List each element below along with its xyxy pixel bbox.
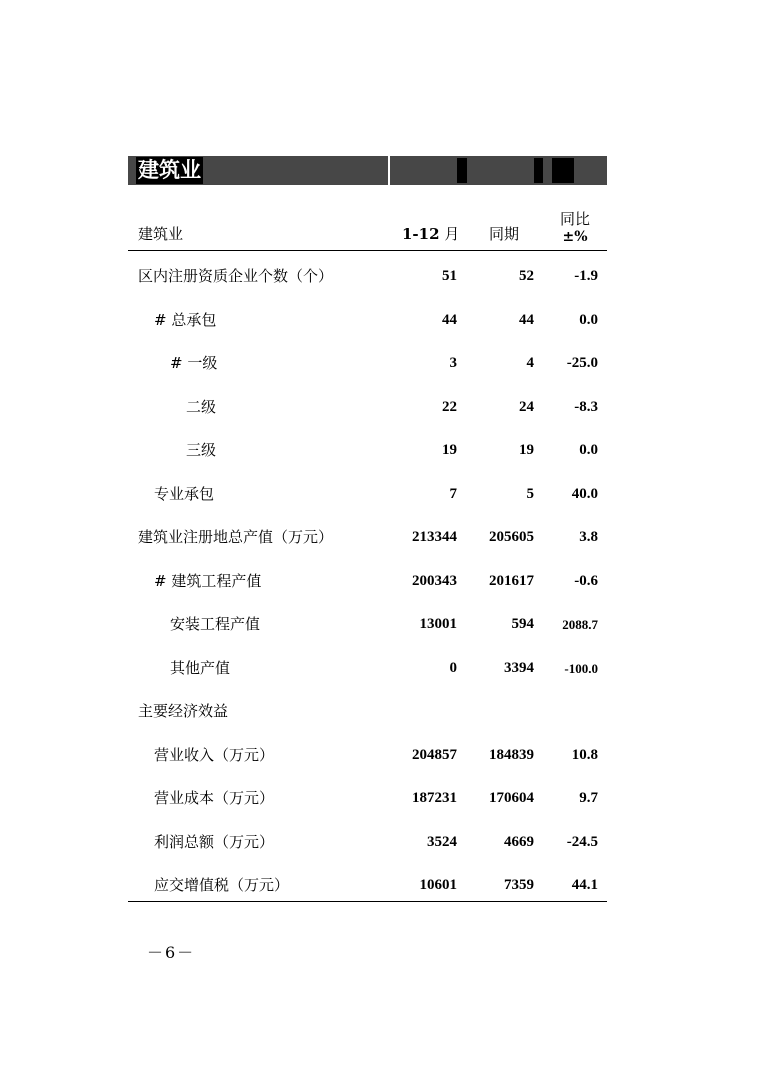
row-label: 利润总额（万元） [154, 832, 275, 851]
row-yoy-value: 3.8 [579, 529, 598, 545]
row-current-value: 7 [449, 485, 457, 502]
row-current-value: 51 [442, 268, 457, 284]
row-label: # 建筑工程产值 [154, 571, 262, 590]
table-row [128, 299, 607, 343]
row-previous-value: 44 [519, 311, 534, 328]
row-yoy-value: 0.0 [579, 311, 598, 328]
row-label: 营业收入（万元） [154, 745, 275, 764]
row-previous-value: 19 [519, 442, 534, 458]
row-previous-value: 205605 [489, 529, 534, 545]
row-yoy-value: -25.0 [566, 355, 598, 371]
page-number: －6－ [147, 943, 196, 962]
row-label: 主要经济效益 [138, 702, 229, 720]
header-yoy-unit: ±% [562, 229, 588, 245]
banner-divider [388, 156, 390, 185]
table-header [128, 205, 607, 251]
row-previous-value: 3394 [504, 659, 534, 676]
row-yoy-value: -24.5 [566, 833, 598, 850]
header-yoy-title: 同比 [560, 210, 591, 228]
table-row [128, 386, 607, 430]
row-current-value: 13001 [419, 616, 457, 632]
row-current-value: 213344 [412, 529, 457, 545]
row-label: 营业成本（万元） [154, 789, 275, 807]
table-row [128, 560, 607, 604]
table-row [128, 473, 607, 517]
row-current-value: 10601 [419, 877, 457, 893]
row-label: # 总承包 [154, 310, 217, 329]
table-row [128, 603, 607, 647]
table-bottom-rule [128, 901, 607, 902]
row-label: 安装工程产值 [170, 615, 261, 633]
row-yoy-value: -100.0 [564, 660, 598, 676]
row-current-value: 22 [442, 398, 457, 415]
row-yoy-value: 0.0 [579, 442, 598, 458]
table-row [128, 777, 607, 821]
row-yoy-value: 10.8 [571, 746, 598, 763]
row-current-value: 44 [442, 311, 457, 328]
row-label: # 一级 [170, 354, 218, 372]
table-row [128, 690, 607, 734]
row-previous-value: 52 [519, 268, 534, 284]
banner-decoration [552, 158, 574, 183]
row-yoy-value: 2088.7 [562, 617, 598, 632]
banner-decoration [457, 158, 467, 183]
row-previous-value: 201617 [489, 572, 534, 589]
banner-decoration [534, 158, 543, 183]
header-label: 建筑业 [138, 225, 184, 243]
row-current-value: 204857 [412, 746, 457, 763]
table-row [128, 516, 607, 560]
row-yoy-value: -1.9 [574, 268, 598, 284]
row-label: 其他产值 [170, 658, 231, 677]
row-yoy-value: -8.3 [574, 398, 598, 415]
table-row [128, 821, 607, 865]
row-current-value: 19 [442, 442, 457, 458]
row-label: 区内注册资质企业个数（个） [138, 267, 334, 285]
row-label: 建筑业注册地总产值（万元） [138, 528, 334, 546]
row-label: 三级 [186, 441, 217, 459]
row-previous-value: 184839 [489, 746, 534, 763]
table-row [128, 255, 607, 299]
row-yoy-value: 40.0 [571, 485, 598, 502]
row-current-value: 3 [449, 355, 457, 371]
table-row [128, 734, 607, 778]
row-current-value: 187231 [412, 790, 457, 806]
row-current-value: 3524 [427, 833, 457, 850]
statistics-table [128, 205, 607, 908]
header-current-num: 1-12 [402, 225, 440, 243]
header-yoy [560, 211, 590, 246]
table-row [128, 429, 607, 473]
table-row [128, 342, 607, 386]
section-banner [128, 156, 607, 185]
row-yoy-value: 44.1 [571, 877, 598, 893]
section-title: 建筑业 [138, 158, 201, 182]
row-previous-value: 5 [526, 485, 534, 502]
row-yoy-value: -0.6 [574, 572, 598, 589]
row-current-value: 0 [449, 659, 457, 676]
row-yoy-value: 9.7 [579, 790, 598, 806]
header-current-unit: 月 [444, 225, 460, 243]
row-label: 二级 [186, 397, 217, 416]
row-previous-value: 170604 [489, 790, 534, 806]
header-previous-period: 同期 [489, 225, 520, 243]
row-label: 应交增值税（万元） [154, 876, 290, 894]
row-label: 专业承包 [154, 484, 215, 503]
row-previous-value: 7359 [504, 877, 534, 893]
row-previous-value: 594 [511, 616, 534, 632]
row-current-value: 200343 [412, 572, 457, 589]
row-previous-value: 24 [519, 398, 534, 415]
table-body [128, 251, 607, 908]
row-previous-value: 4669 [504, 833, 534, 850]
table-row [128, 647, 607, 691]
header-current-period [402, 223, 459, 244]
row-previous-value: 4 [526, 355, 534, 371]
